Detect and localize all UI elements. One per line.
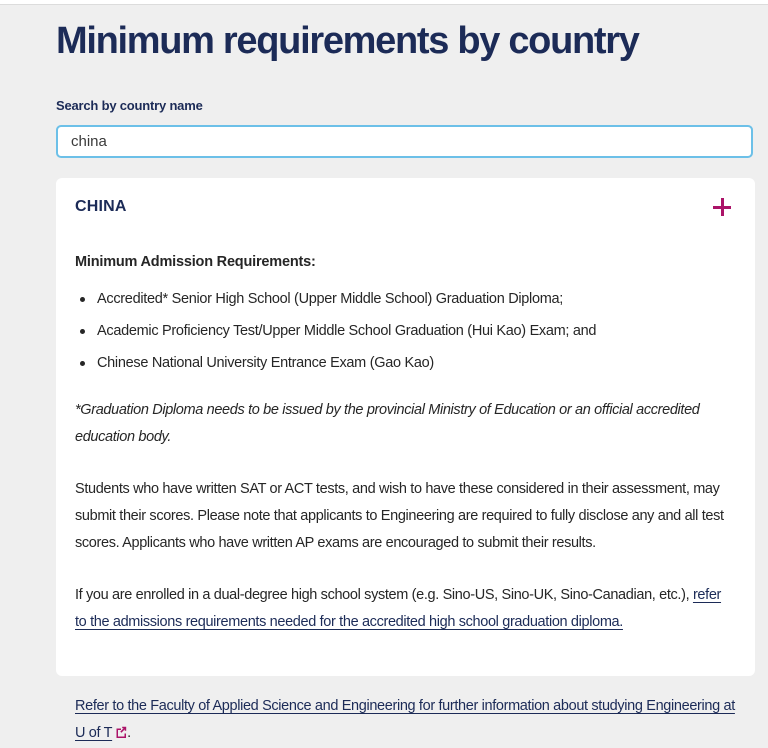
list-item: Accredited* Senior High School (Upper Middle School) Graduation Diploma; [75, 292, 735, 307]
requirements-list [75, 292, 735, 371]
main-content [0, 20, 768, 741]
dual-degree-requirements-link[interactable]: refer to the admissions requirements needed for the accredited high school graduation diploma. [75, 587, 722, 630]
list-item: Chinese National University Entrance Exam (Gao Kao) [75, 356, 735, 371]
sat-act-paragraph: Students who have written SAT or ACT tests, and wish to have these considered in their assessment, may submit their scores. Please note that applicants to Engineering are required to fully disclose any and all test scores. Applicants who have written AP exams are encouraged to submit their results. [75, 481, 724, 551]
graduation-diploma-note: *Graduation Diploma needs to be issued by the provincial Ministry of Education or an official accredited education body. [75, 402, 700, 445]
top-divider [0, 0, 768, 5]
plus-icon[interactable] [713, 198, 731, 216]
requirements-heading: Minimum Admission Requirements: [75, 254, 316, 270]
sentence-period: . [127, 725, 131, 741]
country-name: CHINA [75, 198, 127, 215]
page-title: Minimum requirements by country [56, 20, 639, 62]
list-item: Academic Proficiency Test/Upper Middle School Graduation (Hui Kao) Exam; and [75, 324, 735, 339]
search-label: Search by country name [56, 98, 203, 113]
accordion-header-china[interactable] [75, 198, 735, 216]
engineering-faculty-link[interactable]: Refer to the Faculty of Applied Science and Engineering for further information about studying Engineering at U of T [75, 698, 735, 741]
search-input[interactable] [56, 125, 753, 158]
engineering-paragraph [75, 693, 735, 748]
country-accordion-panel [56, 178, 755, 741]
dual-degree-text: If you are enrolled in a dual-degree high school system (e.g. Sino-US, Sino-UK, Sino-Canadian, etc.), [75, 587, 693, 603]
dual-degree-paragraph [75, 582, 735, 636]
external-link-icon [115, 721, 127, 748]
